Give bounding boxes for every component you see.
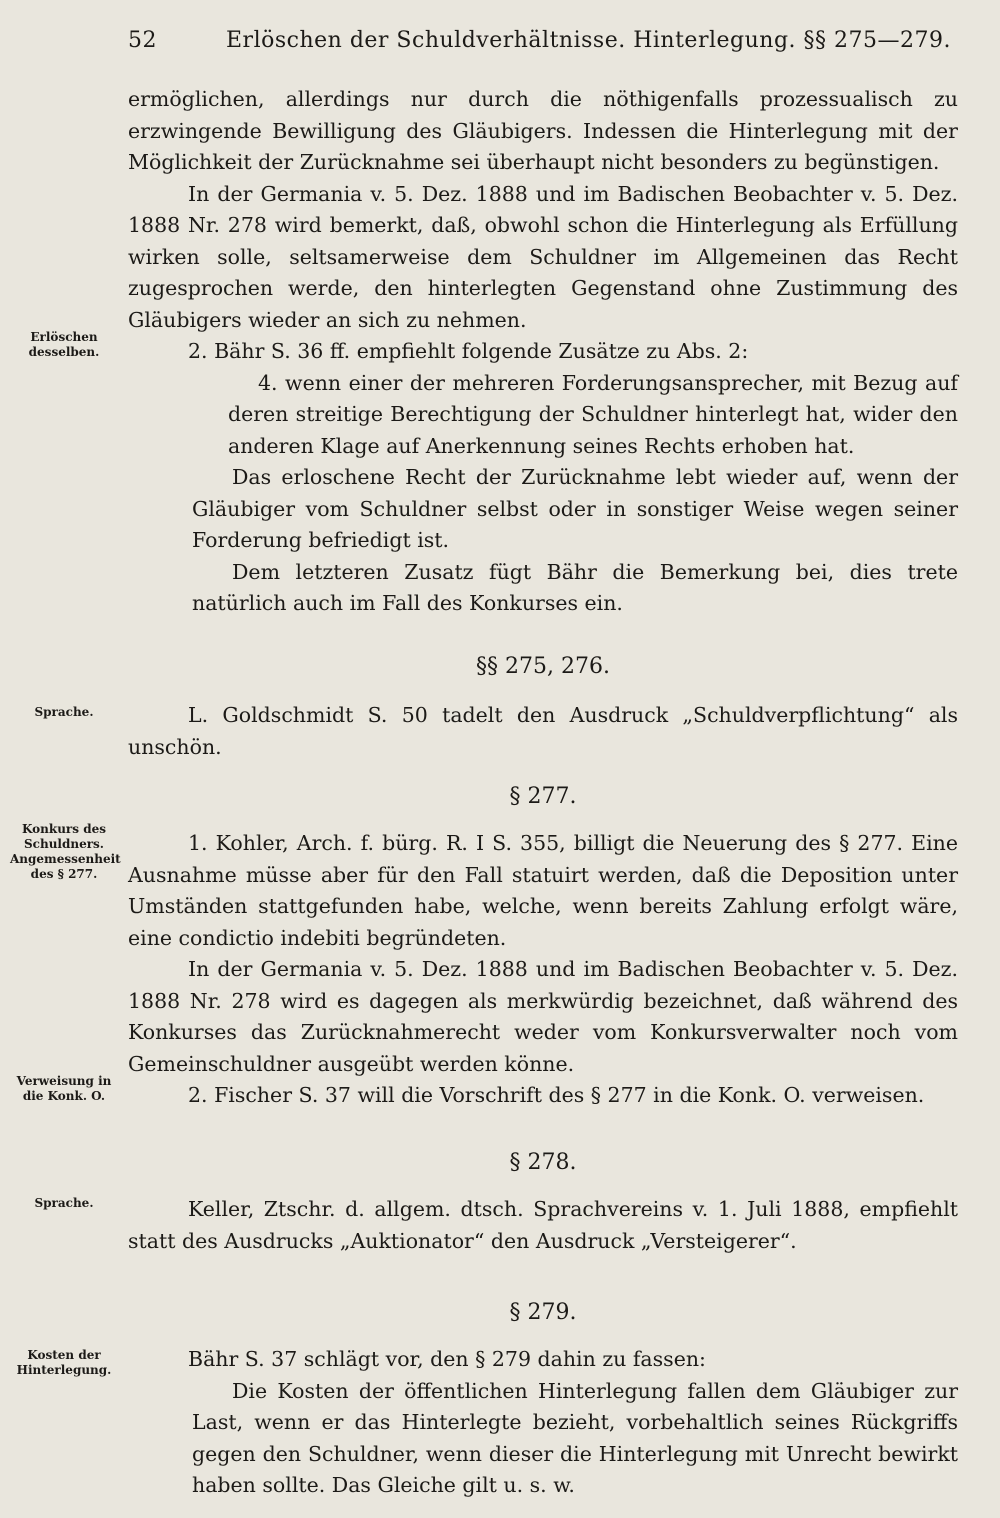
quoted-paragraph: Die Kosten der öffentlichen Hinterlegung fallen dem Gläubiger zur Last, wenn er das Hinterlegte bezieht, vorbehaltlich seines Rückgriffs gegen den Schuldner, wenn dieser die Hinterlegung mit Unrecht bewirkt haben sollte. Das Gleiche gilt u. s. w. [192, 1378, 958, 1497]
paragraph: In der Germania v. 5. Dez. 1888 und im Badischen Beobachter v. 5. Dez. 1888 Nr. 278 wird es dagegen als merkwürdig bezeichnet, daß während des Konkurses das Zurücknahmerecht weder vom Konkursverwalter noch vom Gemeinschuldner ausgeübt werden könne. [128, 957, 958, 1076]
section-279 [128, 1344, 958, 1502]
margin-note-erloeschen: Erlöschen desselben. [28, 330, 100, 359]
margin-note-sprache: Sprache. [34, 705, 94, 719]
paragraph: Dem letzteren Zusatz fügt Bähr die Bemerkung bei, dies trete natürlich auch im Fall des Konkurses ein. [192, 559, 958, 615]
paragraph: 1. Kohler, Arch. f. bürg. R. I S. 355, billigt die Neuerung des § 277. Eine Ausnahme müsse aber für den Fall statuirt werden, daß die Deposition unter Umständen stattgefunden habe, welche, wenn bereits Zahlung erfolgt wäre, eine condictio indebiti begründeten. [128, 831, 958, 950]
page-header [128, 24, 951, 64]
paragraph: 2. Fischer S. 37 will die Vorschrift des § 277 in die Konk. O. verweisen. [188, 1083, 925, 1107]
section-278 [128, 1194, 958, 1257]
page-number: 52 [128, 28, 157, 53]
section-277 [128, 828, 958, 1112]
paragraph: Keller, Ztschr. d. allgem. dtsch. Sprachvereins v. 1. Juli 1888, empfiehlt statt des Ausdrucks „Auktionator“ den Ausdruck „Versteigerer“. [128, 1197, 958, 1253]
margin-note-kosten: Kosten der Hinterlegung. [16, 1348, 112, 1377]
paragraph: In der Germania v. 5. Dez. 1888 und im Badischen Beobachter v. 5. Dez. 1888 Nr. 278 wird bemerkt, daß, obwohl schon die Hinterlegung als Erfüllung wirken solle, seltsamerweise dem Schuldner im Allgemeinen das Recht zugesprochen werde, den hinterlegten Gegenstand ohne Zustimmung des Gläubigers wieder an sich zu nehmen. [128, 181, 958, 332]
margin-note-sprache-2: Sprache. [34, 1196, 94, 1210]
running-title: Erlöschen der Schuldverhältnisse. Hinterlegung. §§ 275—279. [226, 28, 951, 53]
quoted-paragraph: Das erloschene Recht der Zurücknahme lebt wieder auf, wenn der Gläubiger vom Schuldner selbst oder in sonstiger Weise wegen seiner Forderung befriedigt ist. [192, 465, 958, 552]
section-heading-275-276: §§ 275, 276. [476, 654, 610, 679]
section-heading-279: § 279. [509, 1300, 577, 1325]
paragraph: 2. Bähr S. 36 ff. empfiehlt folgende Zusätze zu Abs. 2: [188, 339, 749, 363]
paragraph: Bähr S. 37 schlägt vor, den § 279 dahin zu fassen: [188, 1347, 706, 1371]
paragraph: ermöglichen, allerdings nur durch die nöthigenfalls prozessualisch zu erzwingende Bewilligung des Gläubigers. Indessen die Hinterlegung mit der Möglichkeit der Zurücknahme sei überhaupt nicht besonders zu begünstigen. [128, 87, 958, 174]
section-continuation [128, 84, 958, 620]
section-heading-278: § 278. [509, 1150, 577, 1175]
paragraph: L. Goldschmidt S. 50 tadelt den Ausdruck „Schuldverpflichtung“ als unschön. [128, 703, 958, 759]
margin-note-konkurs: Konkurs des Schuldners. Angemessenheit des § 277. [10, 822, 121, 881]
margin-note-verweisung: Verweisung in die Konk. O. [16, 1074, 112, 1103]
section-275-276 [128, 700, 958, 763]
section-heading-277: § 277. [509, 784, 577, 809]
quoted-paragraph: 4. wenn einer der mehreren Forderungsansprecher, mit Bezug auf deren streitige Berechtigung der Schuldner hinterlegt hat, wider den anderen Klage auf Anerkennung seines Rechts erhoben hat. [228, 370, 958, 458]
